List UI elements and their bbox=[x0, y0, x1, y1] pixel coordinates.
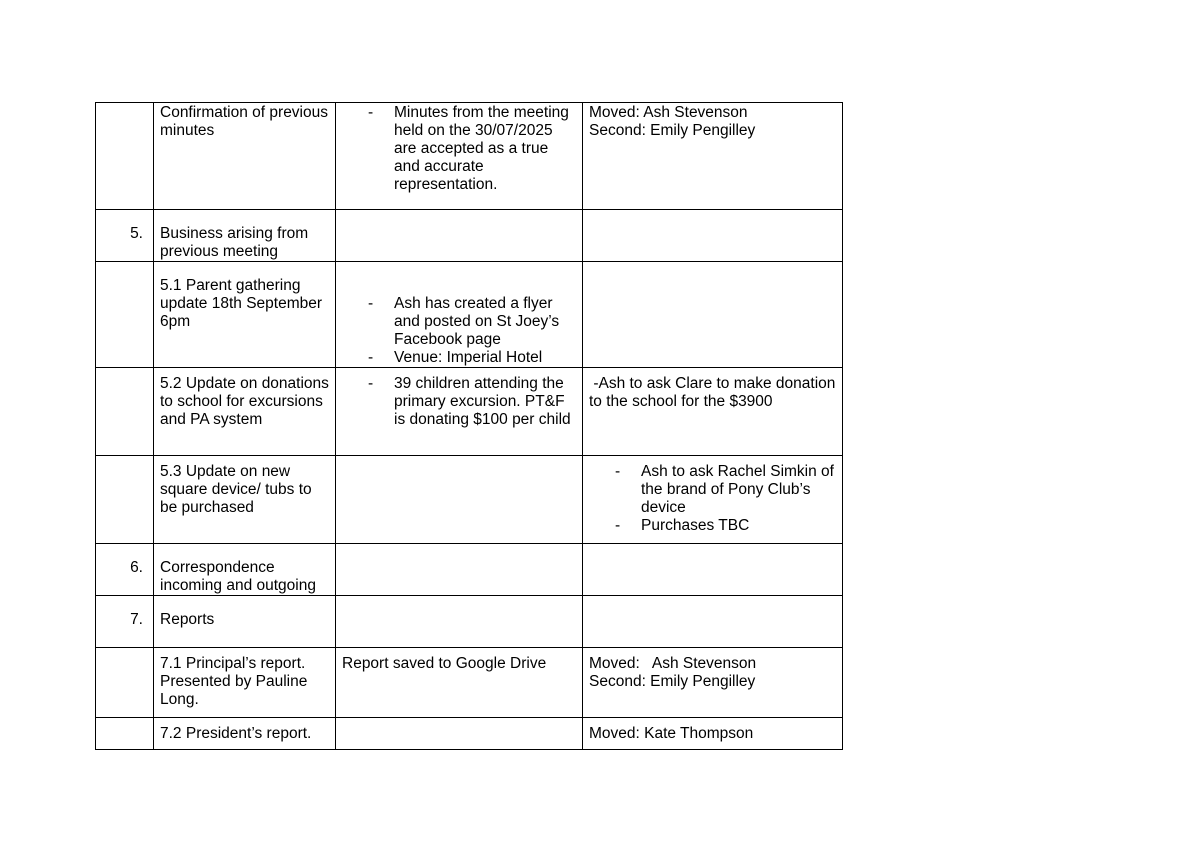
item-number-cell bbox=[96, 103, 154, 210]
discussion-cell bbox=[336, 368, 583, 456]
discussion-cell bbox=[336, 103, 583, 210]
action-line: Moved: Kate Thompson bbox=[589, 725, 754, 742]
table-row bbox=[96, 456, 843, 544]
action-text: -Ash to ask Clare to make donation to the school for the $3900 bbox=[589, 375, 840, 410]
discussion-cell bbox=[336, 456, 583, 544]
item-number-cell: 6. bbox=[96, 544, 154, 596]
action-item: - Ash to ask Rachel Simkin of the brand of Pony Club’s device bbox=[589, 463, 836, 517]
topic-cell bbox=[154, 718, 336, 750]
table-row bbox=[96, 103, 843, 210]
topic-text: 7.2 President’s report. bbox=[160, 725, 312, 742]
action-cell bbox=[583, 210, 843, 262]
topic-cell bbox=[154, 103, 336, 210]
table-row bbox=[96, 368, 843, 456]
item-number-cell bbox=[96, 262, 154, 368]
action-cell bbox=[583, 262, 843, 368]
topic-cell bbox=[154, 596, 336, 648]
topic-cell bbox=[154, 544, 336, 596]
item-number-cell bbox=[96, 456, 154, 544]
topic-text: 5.3 Update on new square device/ tubs to be purchased bbox=[160, 463, 312, 516]
discussion-cell bbox=[336, 596, 583, 648]
topic-cell bbox=[154, 648, 336, 718]
topic-cell bbox=[154, 368, 336, 456]
action-line: Second: Emily Pengilley bbox=[589, 122, 756, 139]
action-cell bbox=[583, 368, 843, 456]
topic-cell bbox=[154, 456, 336, 544]
topic-cell bbox=[154, 210, 336, 262]
table-row bbox=[96, 718, 843, 750]
discussion-item: - Ash has created a flyer and posted on St Joey’s Facebook page bbox=[342, 295, 576, 349]
table-row bbox=[96, 262, 843, 368]
item-number-cell bbox=[96, 648, 154, 718]
table-row bbox=[96, 596, 843, 648]
action-line: Moved: Ash Stevenson bbox=[589, 104, 748, 121]
action-line: Second: Emily Pengilley bbox=[589, 673, 756, 690]
action-cell bbox=[583, 544, 843, 596]
discussion-cell bbox=[336, 262, 583, 368]
item-number-cell: 7. bbox=[96, 596, 154, 648]
topic-text: Confirmation of previous minutes bbox=[160, 104, 333, 139]
discussion-item: - Venue: Imperial Hotel bbox=[342, 349, 576, 367]
action-cell bbox=[583, 456, 843, 544]
action-cell bbox=[583, 648, 843, 718]
minutes-table bbox=[95, 102, 843, 750]
topic-text: Reports bbox=[160, 611, 215, 628]
discussion-cell bbox=[336, 718, 583, 750]
discussion-cell bbox=[336, 544, 583, 596]
topic-text: 5.1 Parent gathering update 18th September 6pm bbox=[160, 277, 323, 330]
action-item: - Purchases TBC bbox=[589, 517, 836, 535]
action-cell bbox=[583, 718, 843, 750]
table-row bbox=[96, 210, 843, 262]
discussion-cell bbox=[336, 210, 583, 262]
discussion-item: - Minutes from the meeting held on the 30/07/2025 are accepted as a true and accurate representation. bbox=[342, 104, 576, 194]
item-number-cell bbox=[96, 368, 154, 456]
topic-text: Correspondence incoming and outgoing bbox=[160, 559, 316, 594]
discussion-text: Report saved to Google Drive bbox=[342, 655, 547, 672]
action-cell bbox=[583, 103, 843, 210]
discussion-cell bbox=[336, 648, 583, 718]
item-number-cell: 5. bbox=[96, 210, 154, 262]
discussion-item: - 39 children attending the primary excursion. PT&F is donating $100 per child bbox=[342, 375, 576, 429]
table-row bbox=[96, 544, 843, 596]
action-line: Moved: Ash Stevenson bbox=[589, 655, 757, 672]
topic-text: Business arising from previous meeting bbox=[160, 225, 309, 260]
topic-text: 7.1 Principal’s report. Presented by Pauline Long. bbox=[160, 655, 308, 708]
topic-cell bbox=[154, 262, 336, 368]
action-cell bbox=[583, 596, 843, 648]
table-row bbox=[96, 648, 843, 718]
item-number-cell bbox=[96, 718, 154, 750]
topic-text: 5.2 Update on donations to school for excursions and PA system bbox=[160, 375, 329, 428]
